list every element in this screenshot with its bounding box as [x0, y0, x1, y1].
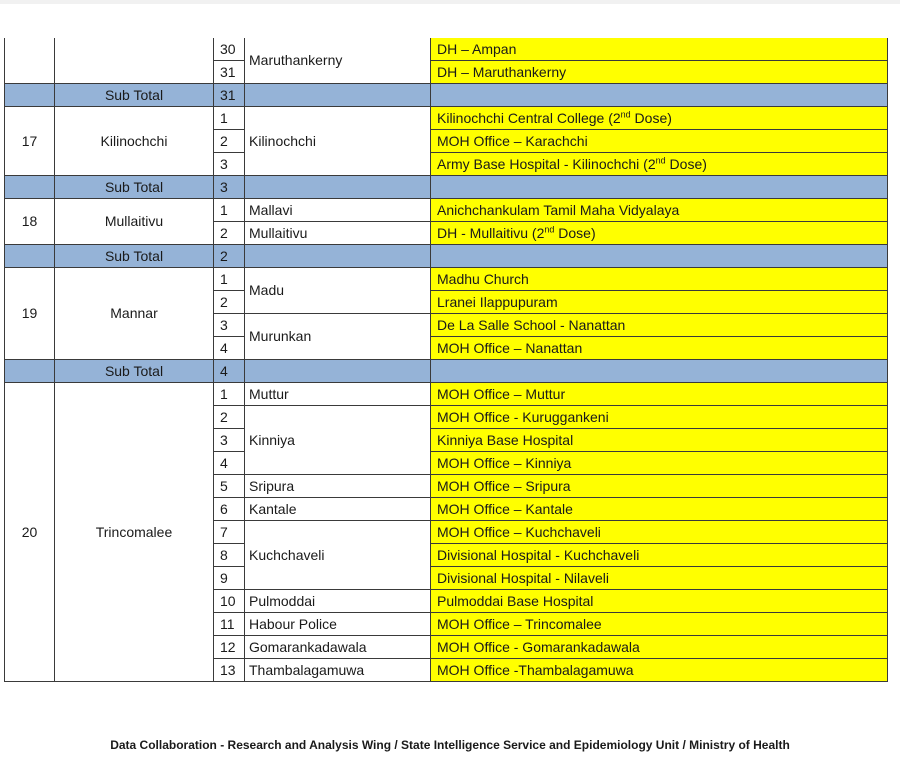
moh-area: Maruthankerny	[245, 38, 431, 84]
row-number: 4	[214, 452, 245, 475]
centre-name: MOH Office – Trincomalee	[431, 613, 888, 636]
row-number: 30	[214, 38, 245, 61]
centre-name: DH – Maruthankerny	[431, 61, 888, 84]
centre-name: MOH Office – Kantale	[431, 498, 888, 521]
centre-name: MOH Office - Gomarankadawala	[431, 636, 888, 659]
row-number: 7	[214, 521, 245, 544]
subtotal-row	[5, 84, 888, 107]
row-number: 5	[214, 475, 245, 498]
moh-area: Murunkan	[245, 314, 431, 360]
centre-name: MOH Office – Muttur	[431, 383, 888, 406]
centre-name: MOH Office – Nanattan	[431, 337, 888, 360]
centre-name: MOH Office – Kuchchaveli	[431, 521, 888, 544]
subtotal-label: Sub Total	[55, 360, 214, 383]
district-cell: Trincomalee	[55, 383, 214, 682]
centre-name: Pulmoddai Base Hospital	[431, 590, 888, 613]
sno-cell: 20	[5, 383, 55, 682]
sno-cell: 19	[5, 268, 55, 360]
centre-name: Lranei Ilappupuram	[431, 291, 888, 314]
table-row	[5, 268, 888, 291]
centre-name: De La Salle School - Nanattan	[431, 314, 888, 337]
subtotal-value: 2	[214, 245, 245, 268]
centre-name: MOH Office – Kinniya	[431, 452, 888, 475]
subtotal-label: Sub Total	[55, 84, 214, 107]
centre-name: MOH Office -Thambalagamuwa	[431, 659, 888, 682]
table-row	[5, 107, 888, 130]
row-number: 11	[214, 613, 245, 636]
district-cell	[55, 38, 214, 84]
district-cell: Kilinochchi	[55, 107, 214, 176]
row-number: 12	[214, 636, 245, 659]
subtotal-row	[5, 176, 888, 199]
moh-area: Kuchchaveli	[245, 521, 431, 590]
centre-name: Madhu Church	[431, 268, 888, 291]
moh-area: Sripura	[245, 475, 431, 498]
subtotal-row	[5, 360, 888, 383]
row-number: 2	[214, 291, 245, 314]
row-number: 9	[214, 567, 245, 590]
page-footer: Data Collaboration - Research and Analysis Wing / State Intelligence Service and Epidemiology Unit / Ministry of Health	[110, 738, 790, 752]
centre-name: Divisional Hospital - Kuchchaveli	[431, 544, 888, 567]
district-cell: Mannar	[55, 268, 214, 360]
table-row	[5, 38, 888, 61]
moh-area: Gomarankadawala	[245, 636, 431, 659]
subtotal-label: Sub Total	[55, 176, 214, 199]
moh-area: Madu	[245, 268, 431, 314]
vaccination-centres-table	[4, 38, 888, 682]
subtotal-value: 3	[214, 176, 245, 199]
row-number: 1	[214, 268, 245, 291]
row-number: 8	[214, 544, 245, 567]
subtotal-value: 31	[214, 84, 245, 107]
moh-area: Kantale	[245, 498, 431, 521]
subtotal-value: 4	[214, 360, 245, 383]
subtotal-row	[5, 245, 888, 268]
sno-cell: 17	[5, 107, 55, 176]
sno-cell: 18	[5, 199, 55, 245]
subtotal-label: Sub Total	[55, 245, 214, 268]
centre-name: Army Base Hospital - Kilinochchi (2nd Dose)	[431, 153, 888, 176]
moh-area: Thambalagamuwa	[245, 659, 431, 682]
centre-name: DH - Mullaitivu (2nd Dose)	[431, 222, 888, 245]
moh-area: Kilinochchi	[245, 107, 431, 176]
row-number: 10	[214, 590, 245, 613]
row-number: 1	[214, 199, 245, 222]
district-cell: Mullaitivu	[55, 199, 214, 245]
table-row	[5, 199, 888, 222]
centre-name: MOH Office - Kuruggankeni	[431, 406, 888, 429]
table-row	[5, 383, 888, 406]
centre-name: MOH Office – Sripura	[431, 475, 888, 498]
centre-name: Anichchankulam Tamil Maha Vidyalaya	[431, 199, 888, 222]
moh-area: Mallavi	[245, 199, 431, 222]
row-number: 3	[214, 429, 245, 452]
moh-area: Muttur	[245, 383, 431, 406]
row-number: 3	[214, 153, 245, 176]
row-number: 1	[214, 107, 245, 130]
centre-name: Kinniya Base Hospital	[431, 429, 888, 452]
sno-cell	[5, 38, 55, 84]
top-band	[0, 0, 900, 4]
centre-name: MOH Office – Karachchi	[431, 130, 888, 153]
centre-name: Kilinochchi Central College (2nd Dose)	[431, 107, 888, 130]
moh-area: Pulmoddai	[245, 590, 431, 613]
moh-area: Mullaitivu	[245, 222, 431, 245]
row-number: 2	[214, 130, 245, 153]
moh-area: Habour Police	[245, 613, 431, 636]
row-number: 2	[214, 222, 245, 245]
row-number: 31	[214, 61, 245, 84]
row-number: 13	[214, 659, 245, 682]
row-number: 3	[214, 314, 245, 337]
row-number: 4	[214, 337, 245, 360]
centre-name: Divisional Hospital - Nilaveli	[431, 567, 888, 590]
centre-name: DH – Ampan	[431, 38, 888, 61]
row-number: 2	[214, 406, 245, 429]
moh-area: Kinniya	[245, 406, 431, 475]
row-number: 6	[214, 498, 245, 521]
row-number: 1	[214, 383, 245, 406]
